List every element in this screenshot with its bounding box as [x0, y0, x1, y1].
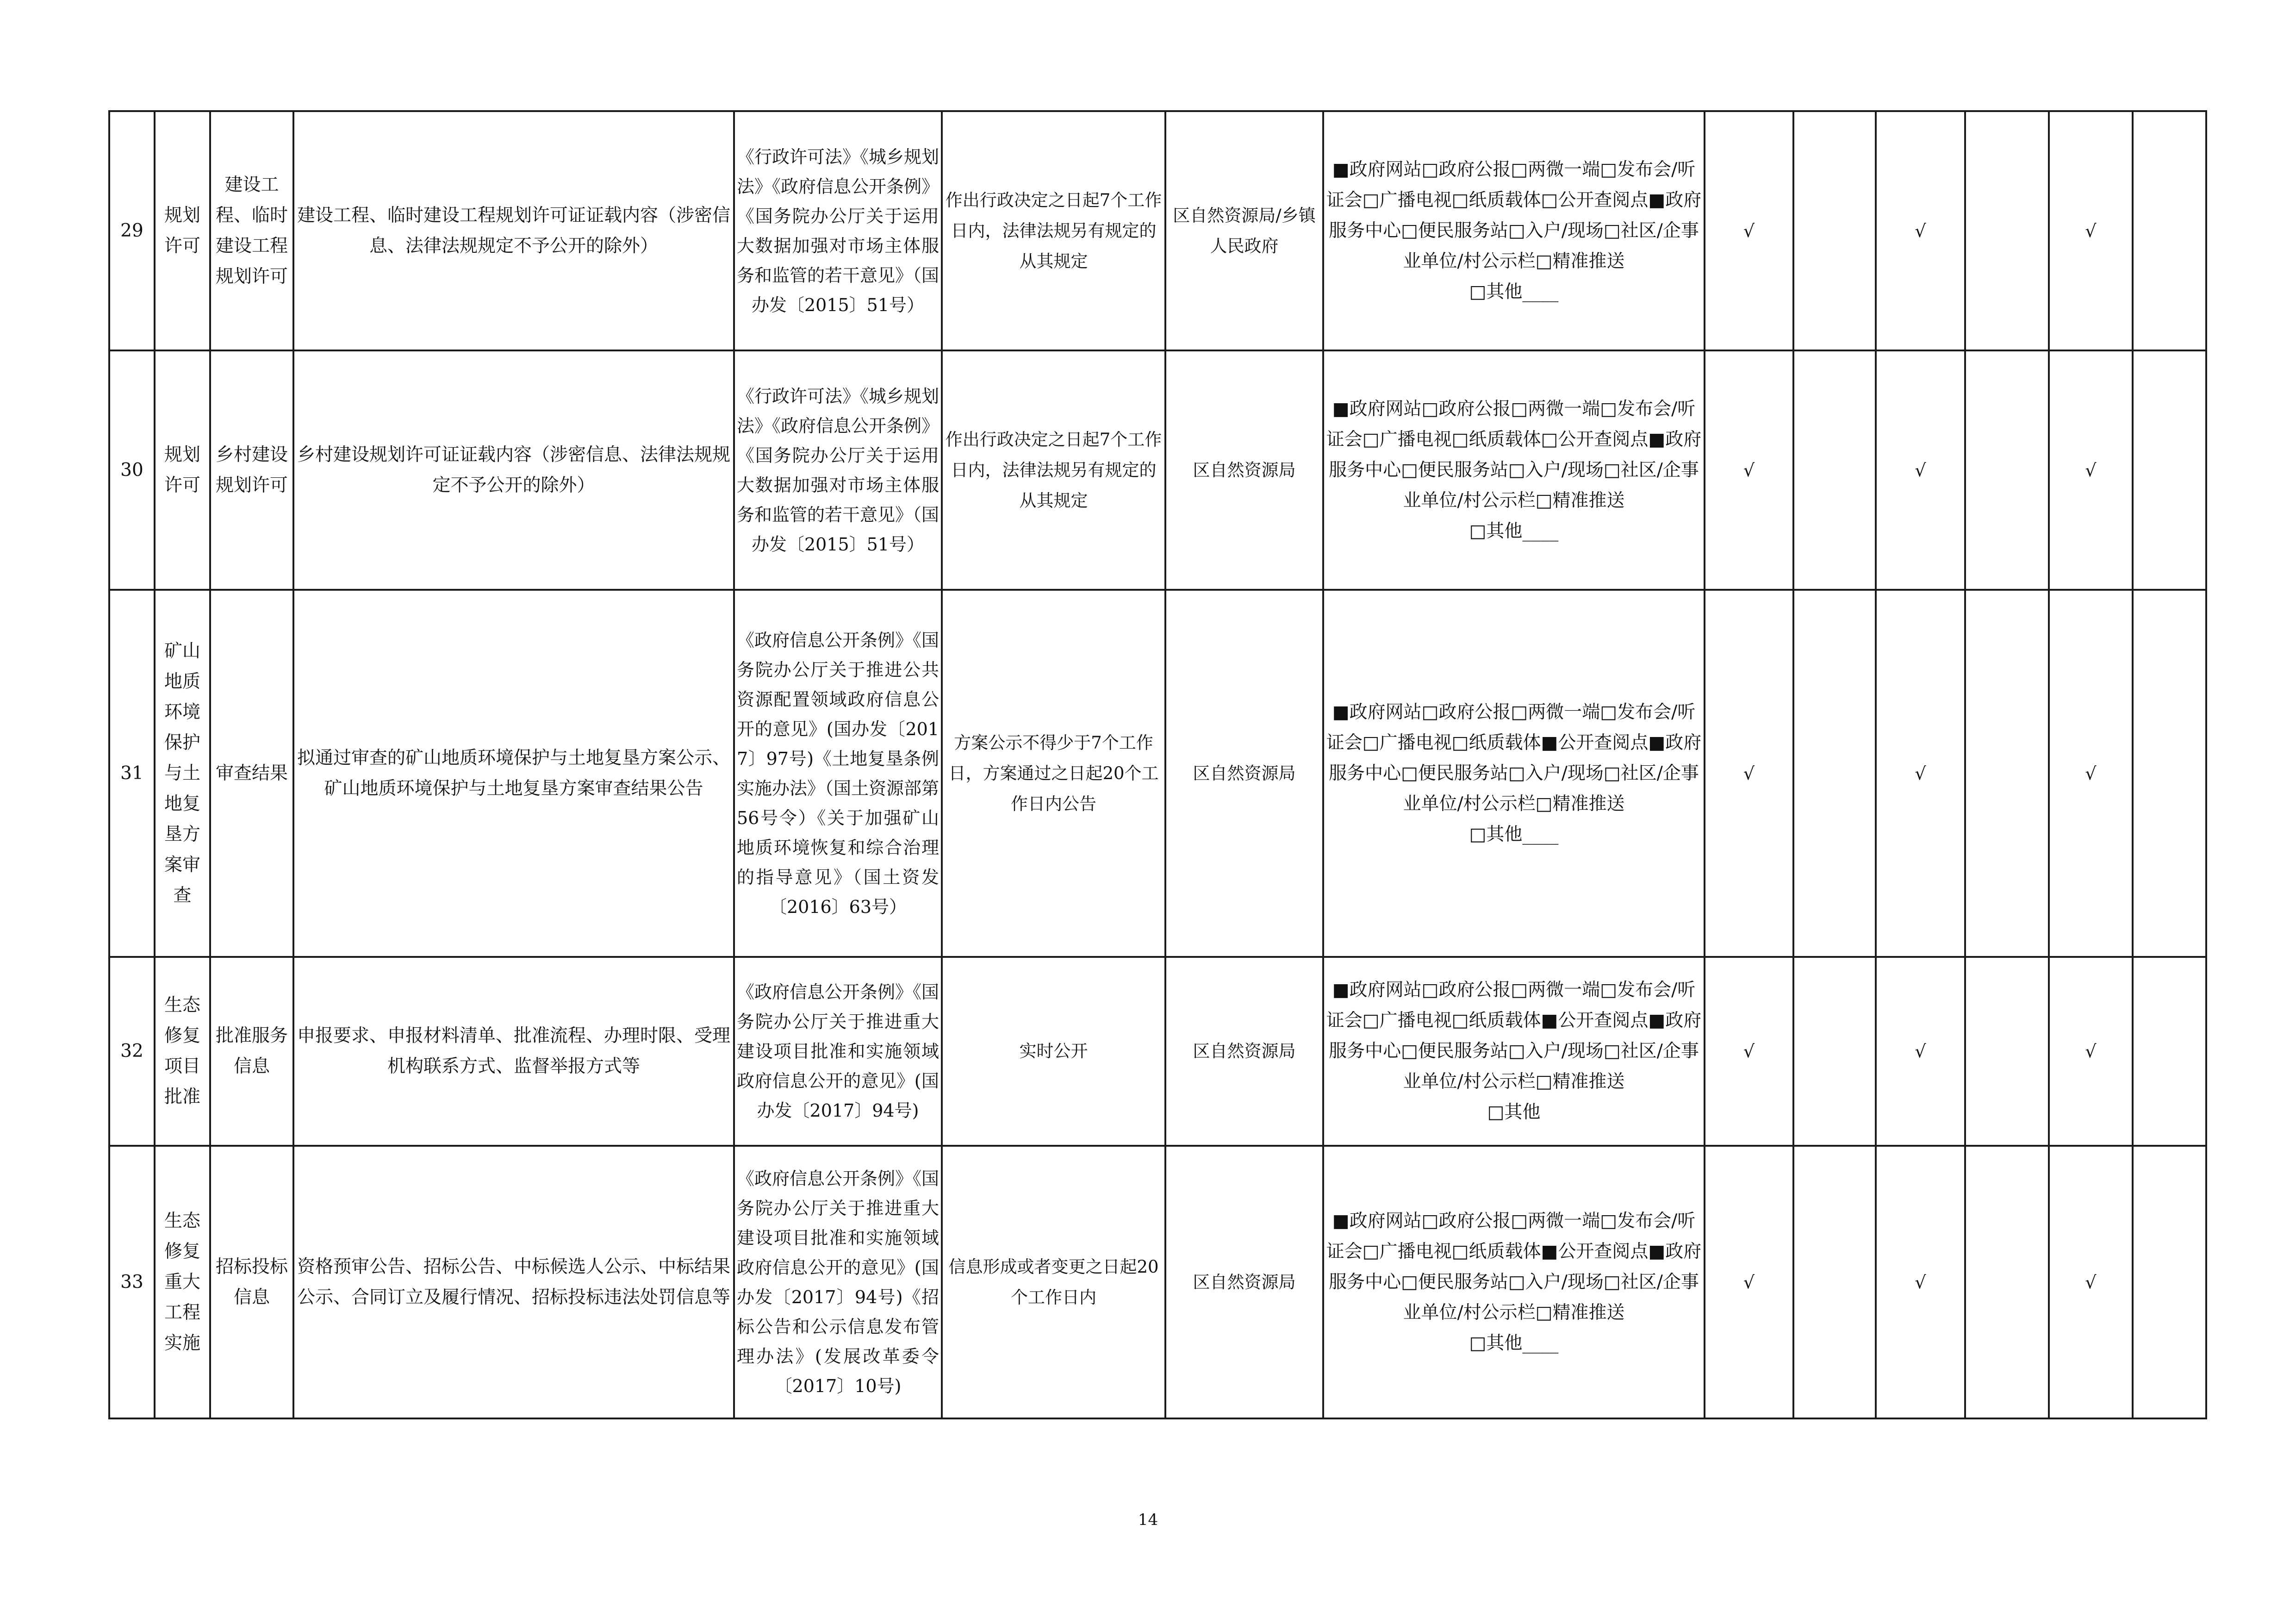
table-row — [109, 111, 2206, 350]
basis-cell: 《政府信息公开条例》《国务院办公厅关于推进重大建设项目批准和实施领域政府信息公开的意见》(国办发〔2017〕94号)《招标公告和公示信息发布管理办法》(发展改革委令〔2017〕10号) — [734, 1146, 942, 1418]
time-limit-cell: 信息形成或者变更之日起20个工作日内 — [942, 1146, 1165, 1418]
subject-cell: 区自然资源局/乡镇人民政府 — [1165, 111, 1323, 350]
channels-cell — [1323, 111, 1705, 350]
check-cell: √ — [1876, 350, 1965, 590]
row-number: 29 — [109, 111, 155, 350]
check-cell — [2133, 1146, 2206, 1418]
category-cell: 规划许可 — [155, 350, 210, 590]
channels-other: □其他____ — [1469, 1332, 1559, 1354]
channels-list: ■政府网站□政府公报□两微一端□发布会/听证会□广播电视□纸质载体■公开查阅点■政府服务中心□便民服务站□入户/现场□社区/企事业单位/村公示栏□精准推送 — [1326, 701, 1702, 814]
time-limit-cell: 作出行政决定之日起7个工作日内，法律法规另有规定的从其规定 — [942, 111, 1165, 350]
check-cell — [2133, 111, 2206, 350]
channels-cell — [1323, 590, 1705, 957]
sub-item-cell: 招标投标信息 — [210, 1146, 293, 1418]
check-cell — [1965, 111, 2049, 350]
basis-cell: 《政府信息公开条例》《国务院办公厅关于推进重大建设项目批准和实施领域政府信息公开的意见》(国办发〔2017〕94号) — [734, 957, 942, 1146]
check-cell — [1793, 111, 1876, 350]
row-number: 33 — [109, 1146, 155, 1418]
table-row — [109, 957, 2206, 1146]
check-cell — [1965, 1146, 2049, 1418]
check-cell: √ — [1876, 1146, 1965, 1418]
time-limit-cell: 方案公示不得少于7个工作日，方案通过之日起20个工作日内公告 — [942, 590, 1165, 957]
check-cell: √ — [1876, 590, 1965, 957]
channels-other: □其他____ — [1469, 520, 1559, 542]
basis-cell: 《政府信息公开条例》《国务院办公厅关于推进公共资源配置领域政府信息公开的意见》(国办发〔2017〕97号)《土地复垦条例实施办法》（国土资源部第56号令）《关于加强矿山地质环境恢复和综合治理的指导意见》（国土资发〔2016〕63号） — [734, 590, 942, 957]
check-cell — [1793, 350, 1876, 590]
check-cell: √ — [1705, 350, 1793, 590]
category-cell: 规划许可 — [155, 111, 210, 350]
check-cell — [2133, 350, 2206, 590]
table-row — [109, 1146, 2206, 1418]
content-cell: 建设工程、临时建设工程规划许可证证载内容（涉密信息、法律法规规定不予公开的除外） — [293, 111, 734, 350]
check-cell: √ — [2049, 1146, 2133, 1418]
channels-list: ■政府网站□政府公报□两微一端□发布会/听证会□广播电视□纸质载体□公开查阅点■政府服务中心□便民服务站□入户/现场□社区/企事业单位/村公示栏□精准推送 — [1326, 398, 1702, 511]
sub-item-cell: 审查结果 — [210, 590, 293, 957]
sub-item-cell: 乡村建设规划许可 — [210, 350, 293, 590]
channels-cell — [1323, 350, 1705, 590]
channels-other: □其他____ — [1469, 281, 1559, 302]
disclosure-table — [108, 110, 2207, 1419]
check-cell — [1965, 590, 2049, 957]
channels-other: □其他____ — [1469, 824, 1559, 845]
content-cell: 申报要求、申报材料清单、批准流程、办理时限、受理机构联系方式、监督举报方式等 — [293, 957, 734, 1146]
check-cell: √ — [1876, 957, 1965, 1146]
check-cell — [1965, 957, 2049, 1146]
subject-cell: 区自然资源局 — [1165, 957, 1323, 1146]
check-cell: √ — [2049, 957, 2133, 1146]
check-cell: √ — [1705, 590, 1793, 957]
channels-list: ■政府网站□政府公报□两微一端□发布会/听证会□广播电视□纸质载体□公开查阅点■政府服务中心□便民服务站□入户/现场□社区/企事业单位/村公示栏□精准推送 — [1326, 159, 1702, 272]
check-cell — [1793, 957, 1876, 1146]
content-cell: 乡村建设规划许可证证载内容（涉密信息、法律法规规定不予公开的除外） — [293, 350, 734, 590]
category-cell: 矿山地质环境保护与土地复垦方案审查 — [155, 590, 210, 957]
check-cell: √ — [2049, 590, 2133, 957]
row-number: 31 — [109, 590, 155, 957]
channels-cell — [1323, 1146, 1705, 1418]
check-cell — [1965, 350, 2049, 590]
channels-other: □其他 — [1487, 1102, 1541, 1123]
page-number: 14 — [1138, 1511, 1158, 1529]
category-cell: 生态修复项目批准 — [155, 957, 210, 1146]
channels-cell — [1323, 957, 1705, 1146]
channels-list: ■政府网站□政府公报□两微一端□发布会/听证会□广播电视□纸质载体■公开查阅点■政府服务中心□便民服务站□入户/现场□社区/企事业单位/村公示栏□精准推送 — [1326, 1210, 1702, 1323]
content-cell: 资格预审公告、招标公告、中标候选人公示、中标结果公示、合同订立及履行情况、招标投标违法处罚信息等 — [293, 1146, 734, 1418]
check-cell — [2133, 590, 2206, 957]
sub-item-cell: 建设工程、临时建设工程规划许可 — [210, 111, 293, 350]
row-number: 30 — [109, 350, 155, 590]
sub-item-cell: 批准服务信息 — [210, 957, 293, 1146]
check-cell: √ — [1705, 111, 1793, 350]
row-number: 32 — [109, 957, 155, 1146]
time-limit-cell: 实时公开 — [942, 957, 1165, 1146]
basis-cell: 《行政许可法》《城乡规划法》《政府信息公开条例》《国务院办公厅关于运用大数据加强对市场主体服务和监管的若干意见》（国办发〔2015〕51号） — [734, 350, 942, 590]
check-cell — [1793, 1146, 1876, 1418]
content-cell: 拟通过审查的矿山地质环境保护与土地复垦方案公示、矿山地质环境保护与土地复垦方案审查结果公告 — [293, 590, 734, 957]
subject-cell: 区自然资源局 — [1165, 350, 1323, 590]
check-cell: √ — [1705, 957, 1793, 1146]
channels-list: ■政府网站□政府公报□两微一端□发布会/听证会□广播电视□纸质载体■公开查阅点■政府服务中心□便民服务站□入户/现场□社区/企事业单位/村公示栏□精准推送 — [1326, 980, 1702, 1092]
time-limit-cell: 作出行政决定之日起7个工作日内，法律法规另有规定的从其规定 — [942, 350, 1165, 590]
subject-cell: 区自然资源局 — [1165, 590, 1323, 957]
table-row — [109, 590, 2206, 957]
category-cell: 生态修复重大工程实施 — [155, 1146, 210, 1418]
check-cell — [1793, 590, 1876, 957]
basis-cell: 《行政许可法》《城乡规划法》《政府信息公开条例》《国务院办公厅关于运用大数据加强对市场主体服务和监管的若干意见》（国办发〔2015〕51号） — [734, 111, 942, 350]
check-cell — [2133, 957, 2206, 1146]
check-cell: √ — [2049, 111, 2133, 350]
check-cell: √ — [1705, 1146, 1793, 1418]
table-row — [109, 350, 2206, 590]
check-cell: √ — [1876, 111, 1965, 350]
subject-cell: 区自然资源局 — [1165, 1146, 1323, 1418]
check-cell: √ — [2049, 350, 2133, 590]
